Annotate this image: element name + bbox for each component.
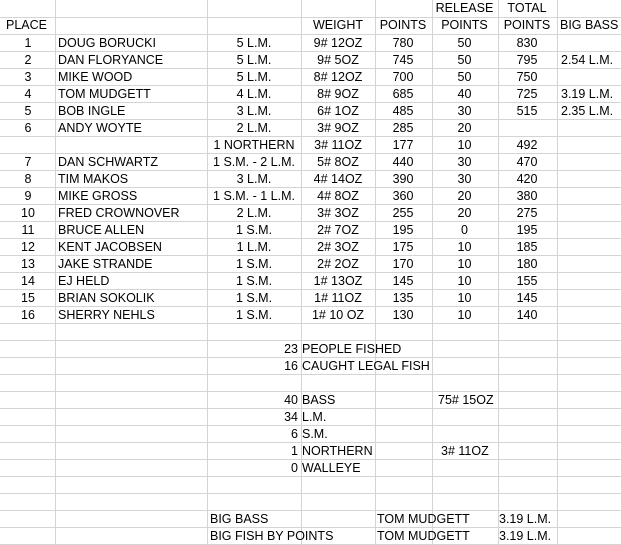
big-bass-cell[interactable] [561,239,622,256]
points-cell[interactable]: 390 [392,172,414,186]
weight-cell[interactable]: 1# 11OZ [314,291,362,305]
bass-total-weight[interactable]: 75# 15OZ [438,393,494,407]
big-bass-cell[interactable]: 3.19 L.M. [561,87,614,101]
lm-count[interactable]: 34 [284,410,298,424]
fish-caught-cell[interactable]: 5 L.M. [236,70,272,84]
angler-name-cell[interactable]: MIKE WOOD [58,70,133,84]
angler-name-cell[interactable]: KENT JACOBSEN [58,240,162,254]
points-cell[interactable]: 130 [392,308,414,322]
place-cell[interactable]: 7 [24,155,32,169]
points-cell[interactable]: 440 [392,155,414,169]
points-cell[interactable]: 685 [392,87,414,101]
header-place[interactable]: PLACE [6,18,47,32]
total-points-cell[interactable]: 185 [516,240,538,254]
fish-caught-cell[interactable]: 4 L.M. [236,87,272,101]
big-bass-cell[interactable] [561,222,622,239]
release-points-cell[interactable]: 40 [457,87,472,101]
total-points-cell[interactable]: 155 [516,274,538,288]
angler-name-cell[interactable]: FRED CROWNOVER [58,206,180,220]
fish-caught-cell[interactable]: 1 S.M. [235,257,273,271]
release-points-cell[interactable]: 0 [461,223,468,237]
weight-cell[interactable]: 3# 9OZ [317,121,359,135]
angler-name-cell[interactable]: BRIAN SOKOLIK [58,291,155,305]
sm-label[interactable]: S.M. [302,427,328,441]
total-points-cell[interactable]: 145 [516,291,538,305]
fish-caught-cell[interactable]: 5 L.M. [236,36,272,50]
big-bass-award-name[interactable]: TOM MUDGETT [377,512,470,526]
weight-cell[interactable]: 6# 1OZ [317,104,359,118]
big-bass-cell[interactable] [561,205,622,222]
fish-caught-cell[interactable]: 1 S.M. - 2 L.M. [213,155,295,169]
big-fish-award-value[interactable]: 3.19 L.M. [499,529,552,543]
grid-row-line [0,493,622,494]
release-points-cell[interactable]: 20 [457,206,472,220]
release-points-cell[interactable]: 10 [457,291,472,305]
bass-label[interactable]: BASS [302,393,336,407]
angler-name-cell[interactable]: TOM MUDGETT [58,87,151,101]
weight-cell[interactable]: 1# 13OZ [313,274,363,288]
total-points-cell[interactable]: 492 [516,138,538,152]
weight-cell[interactable]: 8# 9OZ [317,87,359,101]
big-bass-cell[interactable] [561,69,622,86]
place-cell[interactable]: 2 [24,53,32,67]
release-points-cell[interactable]: 30 [457,104,472,118]
release-points-cell[interactable]: 10 [457,240,472,254]
place-cell[interactable]: 16 [21,308,35,322]
big-bass-cell[interactable] [561,171,622,188]
angler-name-cell[interactable]: DAN FLORYANCE [58,53,164,67]
northern-label[interactable]: NORTHERN [302,444,373,458]
total-points-cell[interactable]: 470 [516,155,538,169]
place-cell[interactable]: 6 [24,121,32,135]
header-points[interactable]: POINTS [379,18,427,32]
points-cell[interactable]: 145 [392,274,414,288]
fish-caught-cell[interactable]: 2 L.M. [236,206,272,220]
fish-caught-cell[interactable]: 1 S.M. - 1 L.M. [213,189,295,203]
weight-cell[interactable]: 4# 14OZ [313,172,363,186]
weight-cell[interactable]: 8# 12OZ [313,70,363,84]
header-big-bass[interactable]: BIG BASS [560,18,619,32]
big-bass-cell[interactable] [561,120,622,137]
big-fish-award-label[interactable]: BIG FISH BY POINTS [210,529,334,543]
big-bass-cell[interactable] [561,137,622,154]
total-points-cell[interactable]: 420 [516,172,538,186]
weight-cell[interactable]: 9# 5OZ [317,53,359,67]
total-points-cell[interactable]: 180 [516,257,538,271]
big-bass-award-label[interactable]: BIG BASS [210,512,269,526]
points-cell[interactable]: 170 [392,257,414,271]
points-cell[interactable]: 195 [392,223,414,237]
fish-caught-cell[interactable]: 1 S.M. [235,223,273,237]
weight-cell[interactable]: 5# 8OZ [317,155,359,169]
northern-total-weight[interactable]: 3# 11OZ [441,444,489,458]
release-points-cell[interactable]: 30 [457,172,472,186]
header-total-top[interactable]: TOTAL [507,1,547,15]
fish-caught-cell[interactable]: 5 L.M. [236,53,272,67]
place-cell[interactable]: 4 [24,87,32,101]
big-fish-award-name[interactable]: TOM MUDGETT [377,529,470,543]
lm-label[interactable]: L.M. [302,410,327,424]
angler-name-cell[interactable]: DOUG BORUCKI [58,36,156,50]
big-bass-cell[interactable] [561,290,622,307]
header-weight[interactable]: WEIGHT [313,18,363,32]
people-fished-label[interactable]: PEOPLE FISHED [302,342,402,356]
place-cell[interactable]: 10 [21,206,35,220]
place-cell[interactable]: 3 [24,70,32,84]
total-points-cell[interactable]: 515 [516,104,538,118]
fish-caught-cell[interactable]: 3 L.M. [236,172,272,186]
place-cell[interactable]: 1 [24,36,32,50]
angler-name-cell[interactable]: ANDY WOYTE [58,121,142,135]
release-points-cell[interactable]: 20 [457,121,472,135]
bass-count[interactable]: 40 [284,393,298,407]
points-cell[interactable]: 135 [392,291,414,305]
walleye-label[interactable]: WALLEYE [302,461,361,475]
total-points-cell[interactable]: 830 [516,36,538,50]
weight-cell[interactable]: 2# 3OZ [317,240,359,254]
place-cell[interactable]: 11 [21,223,35,237]
fish-caught-cell[interactable]: 1 S.M. [235,291,273,305]
points-cell[interactable]: 780 [392,36,414,50]
angler-name-cell[interactable]: JAKE STRANDE [58,257,153,271]
header-release-bottom[interactable]: POINTS [441,18,488,32]
big-bass-cell[interactable] [561,35,622,52]
big-bass-cell[interactable]: 2.54 L.M. [561,53,614,67]
big-bass-cell[interactable]: 2.35 L.M. [561,104,614,118]
total-points-cell[interactable] [498,120,556,137]
place-cell[interactable]: 5 [24,104,32,118]
total-points-cell[interactable]: 195 [516,223,538,237]
release-points-cell[interactable]: 20 [457,189,472,203]
release-points-cell[interactable]: 50 [457,36,472,50]
points-cell[interactable]: 745 [392,53,414,67]
weight-cell[interactable]: 4# 8OZ [317,189,359,203]
total-points-cell[interactable]: 380 [516,189,538,203]
fish-caught-cell[interactable]: 1 S.M. [235,308,273,322]
fish-caught-cell[interactable]: 1 S.M. [235,274,273,288]
angler-name-cell[interactable]: TIM MAKOS [58,172,129,186]
release-points-cell[interactable]: 50 [457,53,472,67]
header-total-bottom[interactable]: POINTS [503,18,551,32]
place-cell[interactable]: 14 [21,274,35,288]
points-cell[interactable]: 285 [392,121,414,135]
angler-name-cell[interactable]: EJ HELD [58,274,110,288]
place-cell[interactable]: 13 [21,257,35,271]
big-bass-award-value[interactable]: 3.19 L.M. [499,512,552,526]
angler-name-cell[interactable]: BOB INGLE [58,104,126,118]
big-bass-cell[interactable] [561,154,622,171]
walleye-count[interactable]: 0 [291,461,298,475]
weight-cell[interactable]: 3# 3OZ [317,206,359,220]
place-cell[interactable] [0,137,56,154]
big-bass-cell[interactable] [561,307,622,324]
angler-name-cell[interactable]: BRUCE ALLEN [58,223,145,237]
release-points-cell[interactable]: 10 [457,308,472,322]
total-points-cell[interactable]: 795 [516,53,538,67]
big-bass-cell[interactable] [561,188,622,205]
angler-name-cell[interactable] [58,137,206,154]
angler-name-cell[interactable]: MIKE GROSS [58,189,138,203]
header-release-top[interactable]: RELEASE [435,1,494,15]
weight-cell[interactable]: 9# 12OZ [313,36,363,50]
weight-cell[interactable]: 1# 10 OZ [311,308,365,322]
fish-caught-cell[interactable]: 1 NORTHERN [213,138,295,152]
weight-cell[interactable]: 2# 2OZ [317,257,359,271]
people-fished-count[interactable]: 23 [284,342,298,356]
weight-cell[interactable]: 2# 7OZ [317,223,359,237]
release-points-cell[interactable]: 10 [457,257,472,271]
legal-fish-count[interactable]: 16 [284,359,298,373]
big-bass-cell[interactable] [561,273,622,290]
weight-cell[interactable]: 3# 11OZ [314,138,362,152]
place-cell[interactable]: 8 [24,172,32,186]
place-cell[interactable]: 9 [24,189,32,203]
release-points-cell[interactable]: 10 [457,274,472,288]
angler-name-cell[interactable]: SHERRY NEHLS [58,308,155,322]
total-points-cell[interactable]: 140 [516,308,538,322]
fish-caught-cell[interactable]: 2 L.M. [236,121,272,135]
release-points-cell[interactable]: 30 [457,155,472,169]
big-bass-cell[interactable] [561,256,622,273]
fish-caught-cell[interactable]: 1 L.M. [236,240,272,254]
fish-caught-cell[interactable]: 3 L.M. [236,104,272,118]
points-cell[interactable]: 175 [392,240,414,254]
place-cell[interactable]: 12 [21,240,35,254]
angler-name-cell[interactable]: DAN SCHWARTZ [58,155,158,169]
points-cell[interactable]: 177 [392,138,414,152]
points-cell[interactable]: 360 [392,189,414,203]
sm-count[interactable]: 6 [291,427,298,441]
place-cell[interactable]: 15 [21,291,35,305]
total-points-cell[interactable]: 750 [516,70,538,84]
release-points-cell[interactable]: 10 [457,138,472,152]
total-points-cell[interactable]: 275 [516,206,538,220]
northern-count[interactable]: 1 [291,444,298,458]
release-points-cell[interactable]: 50 [457,70,472,84]
points-cell[interactable]: 255 [392,206,414,220]
points-cell[interactable]: 700 [392,70,414,84]
legal-fish-label[interactable]: CAUGHT LEGAL FISH [302,359,430,373]
points-cell[interactable]: 485 [392,104,414,118]
total-points-cell[interactable]: 725 [516,87,538,101]
